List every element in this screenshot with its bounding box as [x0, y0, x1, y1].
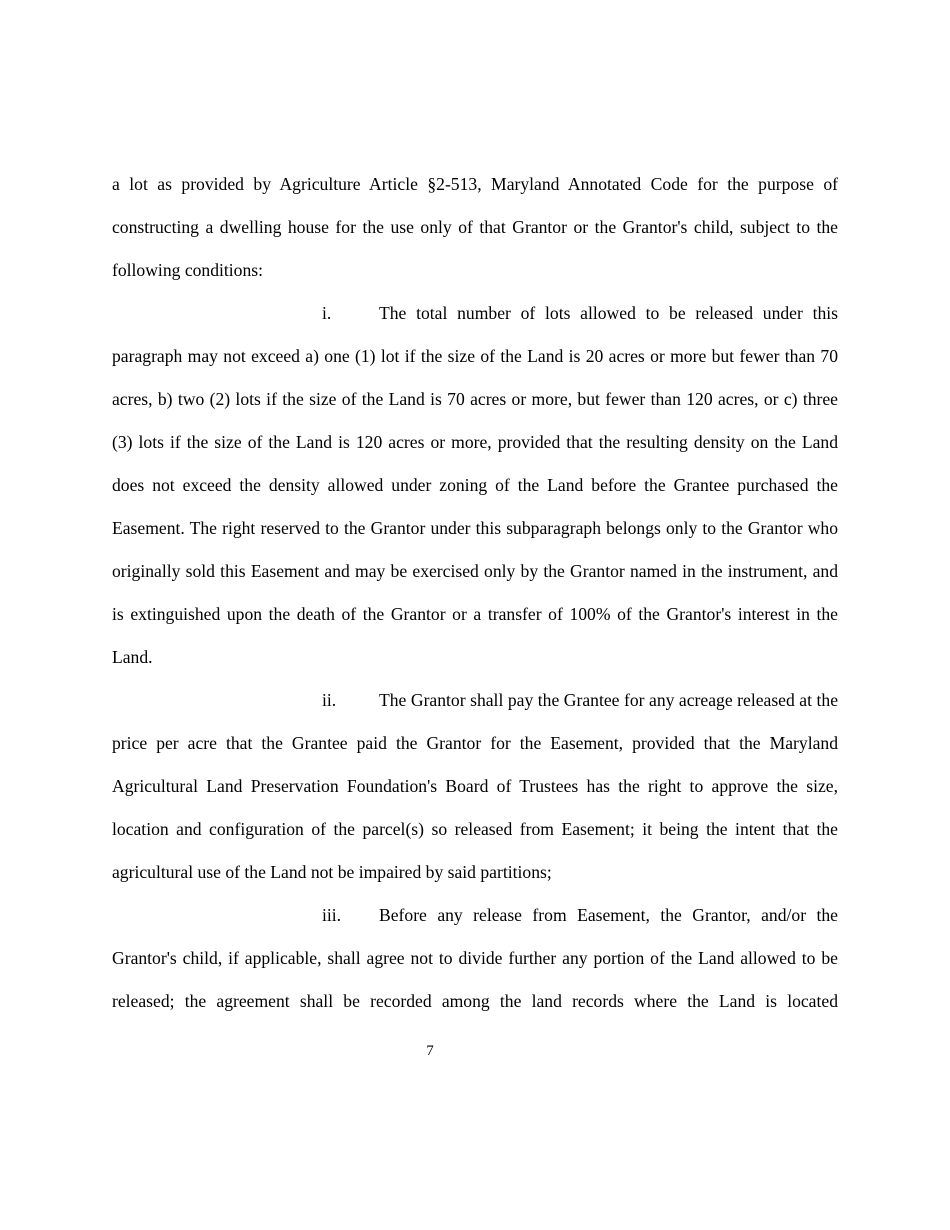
item-number: i.: [322, 303, 332, 323]
intro-paragraph: a lot as provided by Agriculture Article §2-513, Maryland Annotated Code for the purpose of constructing a dwelling house for the use only of that Grantor or the Grantor's child, subject to the following conditions:: [112, 174, 838, 280]
page-number: 7: [426, 1043, 434, 1059]
list-item-i: [112, 292, 838, 679]
item-text: The Grantor shall pay the Grantee for any acreage released at the price per acre that the Grantee paid the Grantor for the Easement, provided that the Maryland Agricultural Land Preservation Foundation's Board of Trustees has the right to approve the size, location and configuration of the parcel(s) so released from Easement; it being the intent that the agricultural use of the Land not be impaired by said partitions;: [112, 690, 838, 882]
list-item-iii: [112, 894, 838, 1023]
item-text: Before any release from Easement, the Grantor, and/or the Grantor's child, if applicable, shall agree not to divide further any portion of the Land allowed to be released; the agreement shall be recorded among the land records where the Land is located: [112, 905, 838, 1011]
item-text: The total number of lots allowed to be released under this paragraph may not exceed a) one (1) lot if the size of the Land is 20 acres or more but fewer than 70 acres, b) two (2) lots if the size of the Land is 70 acres or more, but fewer than 120 acres, or c) three (3) lots if the size of the Land is 120 acres or more, provided that the resulting density on the Land does not exceed the density allowed under zoning of the Land before the Grantee purchased the Easement. The right reserved to the Grantor under this subparagraph belongs only to the Grantor who originally sold this Easement and may be exercised only by the Grantor named in the instrument, and is extinguished upon the death of the Grantor or a transfer of 100% of the Grantor's interest in the Land.: [112, 303, 838, 667]
list-item-ii: [112, 679, 838, 894]
item-number: ii.: [322, 690, 337, 710]
body-text: [112, 163, 838, 1023]
item-number: iii.: [322, 905, 342, 925]
